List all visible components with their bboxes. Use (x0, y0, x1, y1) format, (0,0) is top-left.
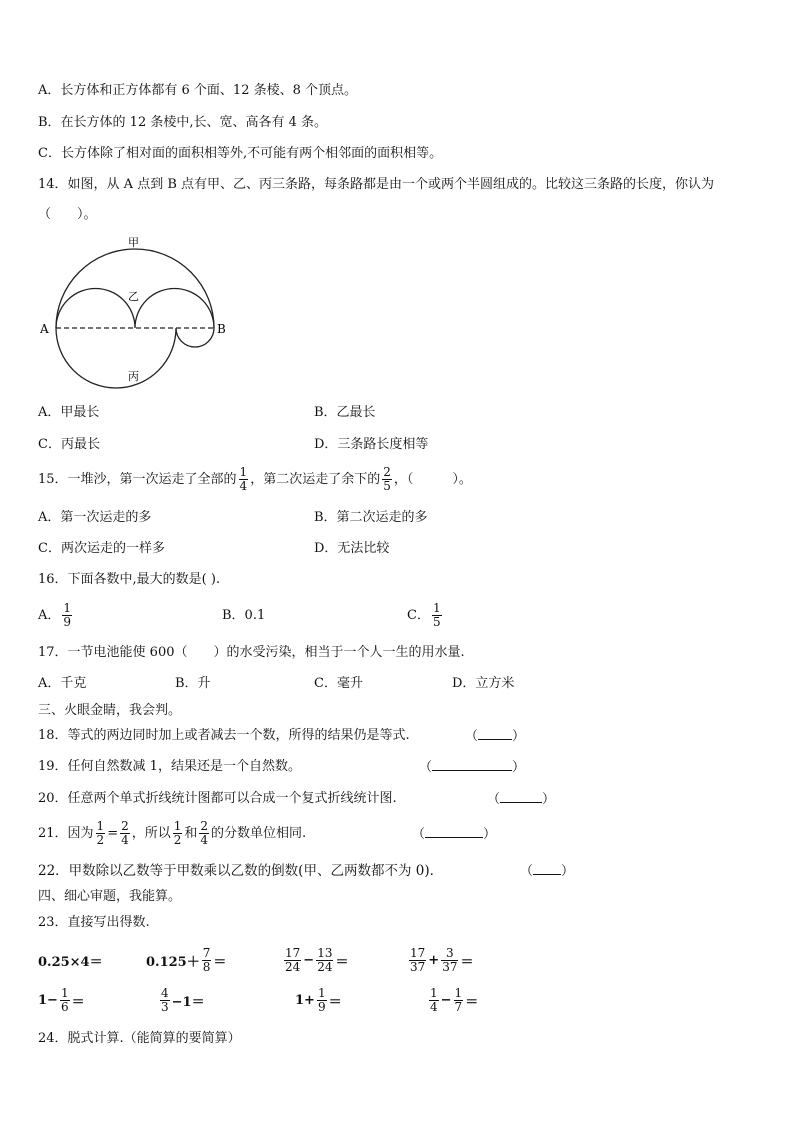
fraction: $\frac{1}{4}$ (239, 465, 248, 493)
q20-text: 20．任意两个单式折线统计图都可以合成一个复式折线统计图. (38, 791, 397, 806)
q13-option-b: B．在长方体的 12 条棱中,长、宽、高各有 4 条。 (38, 115, 328, 130)
fraction: $\frac{17}{37}$ (410, 945, 426, 974)
q20-answer-blank[interactable]: （ ） (487, 792, 556, 807)
fraction: $\frac{3}{37}$ (442, 945, 458, 974)
q15-option-d: D．无法比较 (314, 541, 390, 556)
path-jia (56, 249, 214, 328)
q19-text: 19．任何自然数减 1，结果还是一个自然数。 (38, 759, 301, 774)
q16-option-b: B．0.1 (222, 608, 266, 623)
q14-text-2: （ ）。 (38, 207, 97, 222)
q15-option-b: B．第二次运走的多 (314, 510, 428, 525)
fraction: $\frac{13}{24}$ (317, 945, 333, 974)
fraction: $\frac{17}{24}$ (285, 945, 301, 974)
section-4-heading: 四、细心审题，我能算。 (38, 889, 182, 904)
label-a: A (40, 322, 49, 336)
calc-5: 1− $\frac{1}{6}$ ＝ (38, 985, 85, 1014)
fraction: $\frac{1}{2}$ (173, 819, 182, 847)
fraction: $\frac{1}{5}$ (432, 601, 441, 629)
q14-option-c: C．丙最长 (38, 437, 100, 452)
fraction: $\frac{1}{9}$ (317, 985, 326, 1014)
fraction: $\frac{1}{7}$ (454, 985, 463, 1014)
q16-option-c: C． $\frac{1}{5}$ (407, 601, 441, 629)
calc-7: 1+ $\frac{1}{9}$ ＝ (295, 985, 342, 1014)
fraction: $\frac{4}{3}$ (161, 985, 169, 1014)
q17-option-d: D．立方米 (452, 676, 515, 691)
q22-text: 22．甲数除以乙数等于甲数乘以乙数的倒数(甲、乙两数都不为 0)． (38, 863, 444, 879)
q15-option-a: A．第一次运走的多 (38, 510, 152, 525)
calc-8: $\frac{1}{4}$ − $\frac{1}{7}$ ＝ (430, 985, 479, 1014)
calc-3: $\frac{17}{24}$ − $\frac{13}{24}$ ＝ (285, 945, 349, 974)
calc-4: $\frac{17}{37}$ + $\frac{3}{37}$ ＝ (410, 945, 474, 974)
q14-option-d: D．三条路长度相等 (314, 437, 429, 452)
q14-text: 14．如图，从 A 点到 B 点有甲、乙、丙三条路，每条路都是由一个或两个半圆组成的。比较这三条路的长度，你认为 (38, 177, 715, 192)
calc-2: 0.125＋ $\frac{7}{8}$ ＝ (146, 945, 227, 974)
q14-option-b: B．乙最长 (314, 405, 376, 420)
q21-answer-blank[interactable]: （ ） (412, 827, 497, 842)
fraction: $\frac{2}{5}$ (383, 465, 391, 493)
q16-text: 16．下面各数中,最大的数是( ). (38, 572, 221, 587)
q23-text: 23．直接写出得数. (38, 915, 150, 930)
q14-figure (36, 232, 236, 397)
fraction: $\frac{1}{4}$ (430, 985, 438, 1014)
q17-option-b: B．升 (175, 676, 211, 691)
q22-answer-blank[interactable]: （ ） (520, 864, 575, 879)
q16-option-a: A． $\frac{1}{9}$ (38, 601, 72, 629)
q13-option-c: C．长方体除了相对面的面积相等外,不可能有两个相邻面的面积相等。 (38, 146, 443, 161)
q19-answer-blank[interactable]: （ ） (419, 760, 526, 775)
fraction: $\frac{2}{4}$ (121, 819, 129, 847)
q17-option-c: C．毫升 (314, 676, 363, 691)
label-yi: 乙 (128, 290, 139, 303)
calc-6: $\frac{4}{3}$ −1＝ (161, 985, 205, 1014)
q17-option-a: A．千克 (38, 676, 87, 691)
label-jia: 甲 (128, 236, 139, 249)
fraction: $\frac{1}{2}$ (96, 819, 105, 847)
section-3-heading: 三、火眼金睛，我会判。 (38, 703, 182, 718)
fraction: $\frac{7}{8}$ (202, 945, 211, 974)
q21-text: 21．因为 $\frac{1}{2}$ = $\frac{2}{4}$ ，所以 $\frac{1}{2}$ 和 $\frac{2}{4}$ 的分数单位相同. (38, 819, 307, 847)
q18-text: 18．等式的两边同时加上或者减去一个数，所得的结果仍是等式. (38, 728, 410, 743)
q14-option-a: A．甲最长 (38, 405, 100, 420)
q17-text: 17．一节电池能使 600（ ）的水受污染，相当于一个人一生的用水量. (38, 645, 465, 660)
q18-answer-blank[interactable]: （ ） (465, 729, 526, 744)
fraction: $\frac{1}{6}$ (60, 985, 69, 1014)
label-b: B (217, 322, 226, 336)
fraction: $\frac{2}{4}$ (200, 819, 209, 847)
q24-text: 24．脱式计算.（能简算的要简算） (38, 1031, 241, 1046)
fraction: $\frac{1}{9}$ (63, 601, 72, 629)
label-bing: 丙 (128, 370, 139, 383)
q15-text: 15．一堆沙，第一次运走了全部的 $\frac{1}{4}$ ，第二次运走了余下的 $\frac{2}{5}$ ，（ ）。 (38, 465, 472, 493)
q15-option-c: C．两次运走的一样多 (38, 541, 165, 556)
q13-option-a: A．长方体和正方体都有 6 个面、12 条棱、8 个顶点。 (38, 83, 358, 98)
calc-1: 0.25×4＝ (38, 954, 103, 970)
